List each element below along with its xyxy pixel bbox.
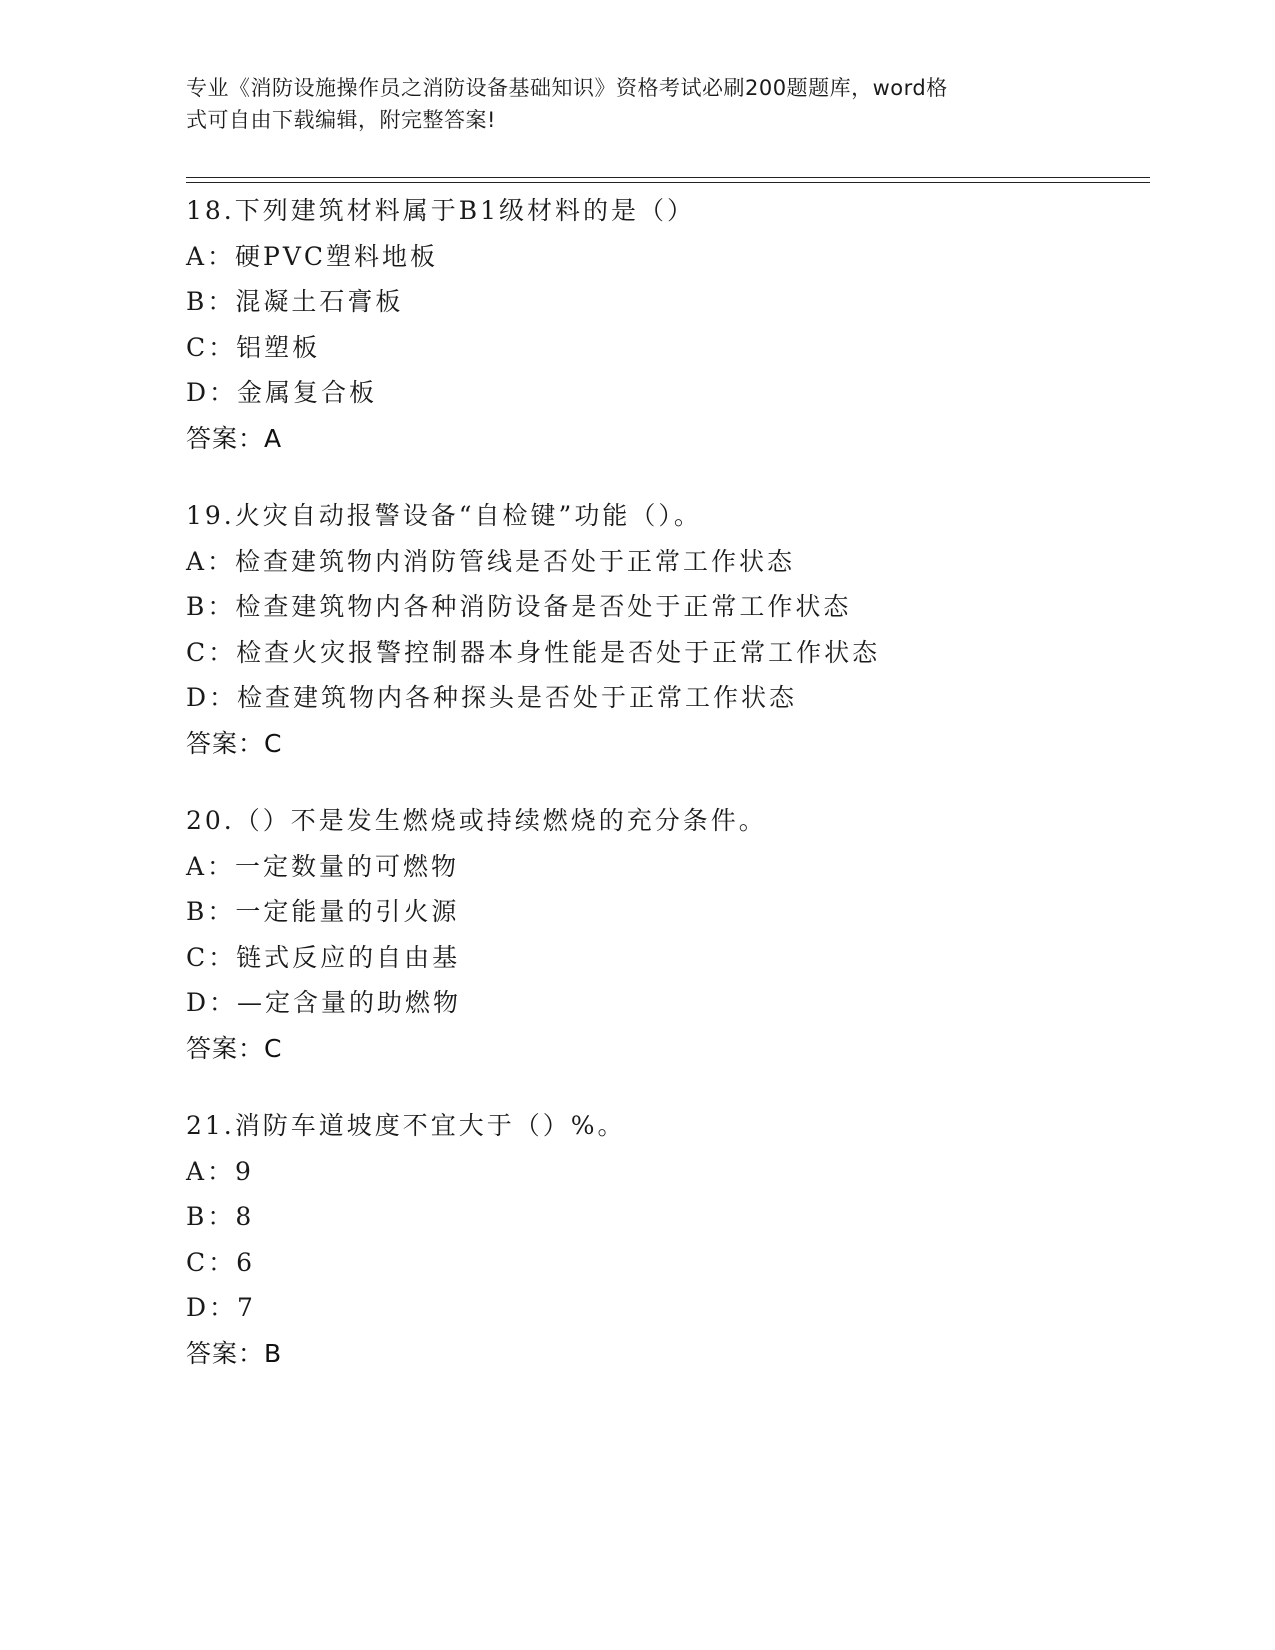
option-c: C：检查火灾报警控制器本身性能是否处于正常工作状态 [186, 637, 881, 667]
question-20 [186, 798, 1150, 1071]
option-c: C：铝塑板 [186, 332, 321, 362]
header-divider-bottom [186, 182, 1150, 183]
question-18 [186, 188, 1150, 461]
answer-line: 答案：C [186, 1033, 283, 1063]
intro-line-1: 专业《消防设施操作员之消防设备基础知识》资格考试必刷200题题库，word格 [186, 76, 948, 100]
option-d: D：金属复合板 [186, 378, 378, 407]
option-b: B：一定能量的引火源 [186, 897, 460, 926]
answer-line: 答案：A [186, 423, 283, 453]
question-stem: 19.火灾自动报警设备“自检键”功能（）。 [186, 501, 702, 530]
option-a: A：检查建筑物内消防管线是否处于正常工作状态 [186, 546, 796, 576]
option-d: D：—定含量的助燃物 [186, 988, 462, 1017]
document-intro [186, 72, 1066, 136]
option-d: D：检查建筑物内各种探头是否处于正常工作状态 [186, 683, 798, 712]
question-21 [186, 1103, 1150, 1376]
option-b: B：检查建筑物内各种消防设备是否处于正常工作状态 [186, 592, 852, 621]
option-a: A：硬PVC塑料地板 [186, 241, 439, 271]
option-a: A：9 [186, 1156, 254, 1186]
answer-line: 答案：C [186, 728, 283, 758]
intro-line-2: 式可自由下载编辑，附完整答案! [186, 108, 496, 132]
question-stem: 18.下列建筑材料属于B1级材料的是（） [186, 196, 696, 225]
answer-line: 答案：B [186, 1338, 283, 1368]
question-19 [186, 493, 1150, 766]
option-a: A：一定数量的可燃物 [186, 851, 460, 881]
option-b: B：8 [186, 1202, 255, 1231]
option-d: D：7 [186, 1293, 256, 1322]
question-stem: 20.（）不是发生燃烧或持续燃烧的充分条件。 [186, 806, 767, 835]
question-list [186, 188, 1150, 1408]
option-c: C：链式反应的自由基 [186, 942, 461, 972]
question-stem: 21.消防车道坡度不宜大于（）%。 [186, 1111, 626, 1140]
option-c: C：6 [186, 1247, 256, 1277]
option-b: B：混凝土石膏板 [186, 287, 404, 316]
header-divider-top [186, 177, 1150, 178]
